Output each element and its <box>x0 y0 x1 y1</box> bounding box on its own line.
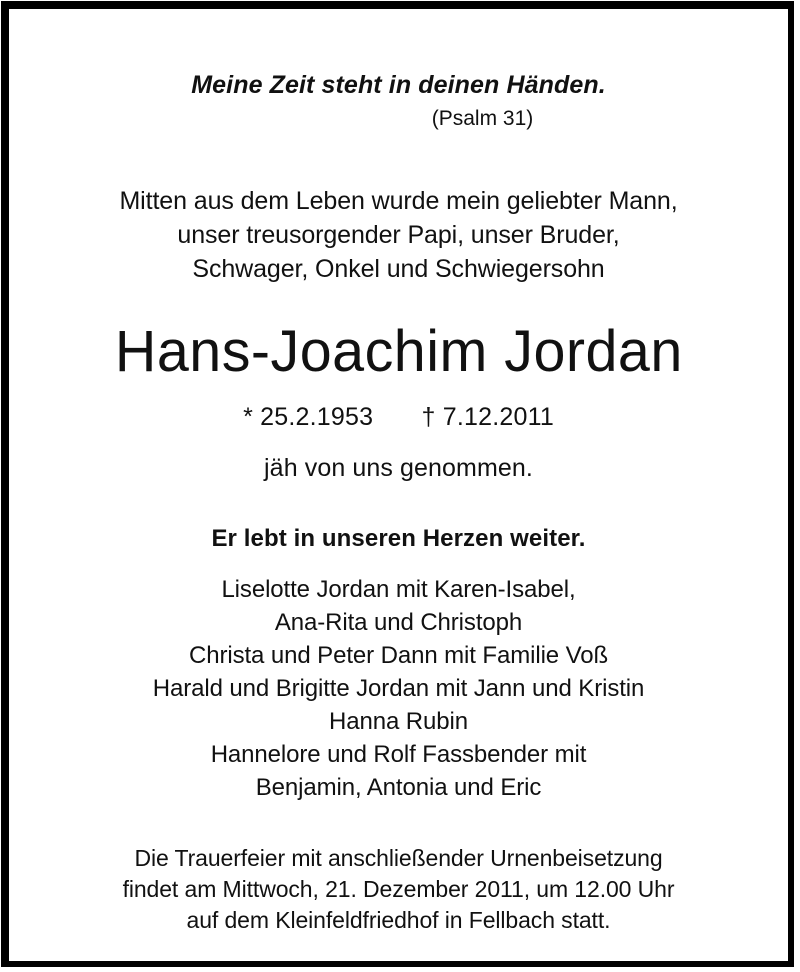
survivor-line: Christa und Peter Dann mit Familie Voß <box>188 642 609 670</box>
survivor-line: Hanna Rubin <box>329 708 468 736</box>
death-symbol: † <box>421 402 436 431</box>
introduction-line-2: unser treusorgender Papi, unser Bruder, <box>177 220 620 249</box>
survivor-line: Ana-Rita und Christoph <box>274 608 523 636</box>
survivor-line: Harald und Brigitte Jordan mit Jann und Kristin <box>152 675 645 703</box>
survivors-block <box>153 573 645 805</box>
scripture-quote-text: Meine Zeit steht in deinen Händen. <box>191 71 606 99</box>
death-date: 7.12.2011 <box>442 402 554 431</box>
closing-phrase: jäh von uns genommen. <box>264 453 533 482</box>
introduction-line-3: Schwager, Onkel und Schwiegersohn <box>192 254 605 283</box>
memorial-statement: Er lebt in unseren Herzen weiter. <box>211 524 586 552</box>
survivor-line: Hannelore und Rolf Fassbender mit <box>210 741 587 769</box>
notice-content <box>9 9 788 961</box>
survivor-line: Benjamin, Antonia und Eric <box>255 774 542 802</box>
life-dates <box>243 403 554 432</box>
service-line-1: Die Trauerfeier mit anschließender Urnenbeisetzung <box>134 844 663 871</box>
scripture-quote-source: (Psalm 31) <box>431 106 534 130</box>
service-line-3: auf dem Kleinfeldfriedhof in Fellbach statt. <box>186 907 611 934</box>
funeral-service-details <box>123 843 675 937</box>
birth-symbol: * <box>243 402 253 431</box>
birth-date: 25.2.1953 <box>260 402 374 431</box>
deceased-name: Hans-Joachim Jordan <box>114 318 683 384</box>
survivor-line: Liselotte Jordan mit Karen-Isabel, <box>221 575 576 603</box>
introduction-line-1: Mitten aus dem Leben wurde mein geliebter Mann, <box>119 186 678 215</box>
introduction-block <box>119 184 677 286</box>
scripture-quote-block <box>99 71 699 131</box>
black-border-frame <box>1 1 794 967</box>
service-line-2: findet am Mittwoch, 21. Dezember 2011, um 12.00 Uhr <box>122 875 675 902</box>
